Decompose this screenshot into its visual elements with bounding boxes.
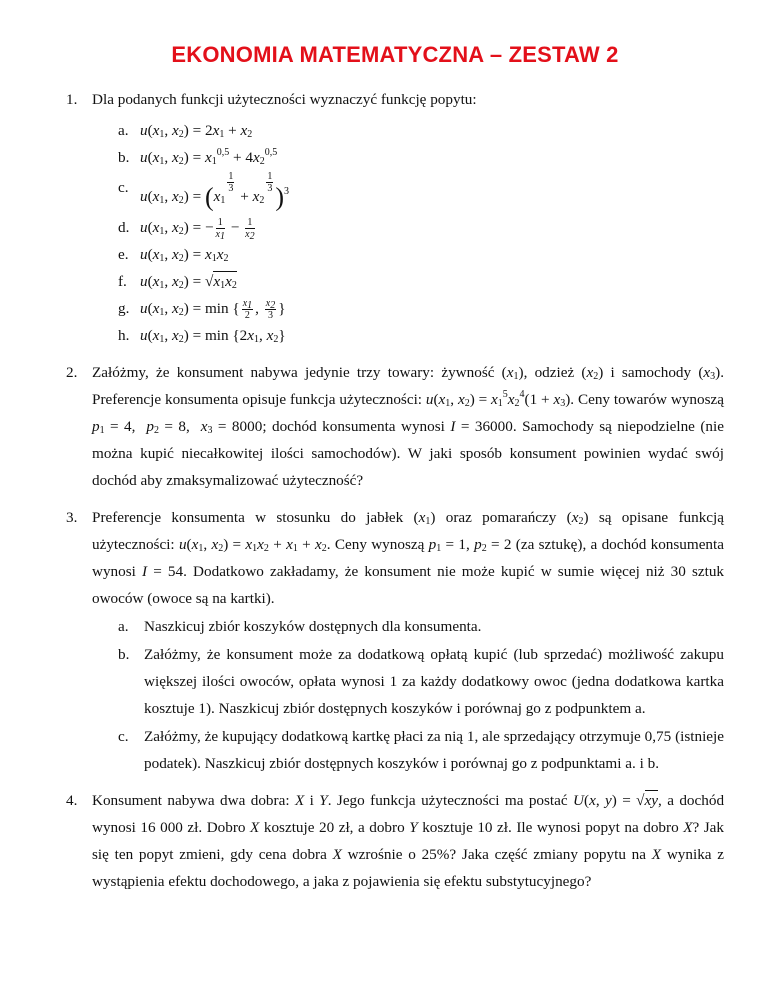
- item-label: c.: [118, 728, 129, 745]
- formula: u: [140, 327, 148, 344]
- task-number: 1.: [66, 91, 78, 108]
- task-number: 3.: [66, 509, 78, 526]
- list-item: h. $u(x_1$, $x_2) = \min \{2x_1$, $x_2$}: [118, 322, 724, 349]
- item-label: f.: [118, 273, 127, 290]
- formula: u: [140, 246, 148, 263]
- task-text: . Preferencje konsumenta opisuje funkcja użyteczności:: [92, 364, 724, 408]
- task-number: 4.: [66, 792, 78, 809]
- task-text: są opisane funkcją użyteczności:: [92, 509, 725, 553]
- item-label: e.: [118, 246, 129, 263]
- item-label: a.: [118, 618, 129, 635]
- item-label: g.: [118, 300, 130, 317]
- subtask-text: Załóżmy, że konsument może za dodatkową opłatą kupić (lub sprzedać) możliwość zakupu większej ilości owoców, opłata wynosi 1 za każdy dodatkowy owoc (jedna dodatkowa kartka kosztuje 1). Naszkicuj zbiór dostępnych koszyków i porównaj go z podpunktem a.: [144, 646, 724, 717]
- list-item: f. $u(x_1$, $x_2) = √x_1x_2$: [118, 268, 724, 295]
- list-item: a. $u(x_1$, $x_2) = 2x_1 + x_2$: [118, 117, 724, 144]
- task-list: [66, 86, 724, 895]
- task-text: (za sztukę), a dochód konsumenta wynosi: [92, 536, 724, 580]
- task-text: ? Jak się ten popyt zmieni, gdy cena dobra: [92, 819, 725, 863]
- task-text: kosztuje 10 zł. Ile wynosi popyt na dobro: [417, 819, 679, 836]
- task-text: kosztuje 20 zł, a dobro: [259, 819, 405, 836]
- subtask-list: [92, 613, 724, 777]
- task-text: i: [304, 792, 314, 809]
- formula: u: [140, 149, 148, 166]
- task-number: 2.: [66, 364, 78, 381]
- task-3: 3. Preferencje konsumenta w stosunku do jabłek $(x_1)$ oraz pomarańczy $(x_2)$ są opisane funkcją użyteczności: $u(x_1$, $x_2) = x_1x_2 + x_1 + x_2$. Ceny wynoszą $p_1 = 1$, $p_2 = 2$ (za sztukę), a dochód konsumenta wynosi I = 54. Dodatkowo zakładamy, że konsument nie może kupić w sumie więcej niż 30 sztuk owoców (owoce są na kartki). a. Naszkicuj zbiór koszyków dostępnych dla konsumenta. b. Załóżmy, że konsument może za dodatkową opłatą kupić (lub sprzedać) możliwość zakupu większej ilości owoców, opłata wynosi 1 za każdy dodatkowy owoc (jedna dodatkowa kartka kosztuje 1). Naszkicuj zbiór dostępnych koszyków i porównaj go z podpunktem a. c. Załóżmy, że kupujący dodatkową kartkę płaci za nią 1, ale sprzedający otrzymuje 0,75 (istnieje podatek). Naszkicuj zbiór dostępnych koszyków i porównaj go z podpunktami a. i b.: [66, 504, 724, 777]
- list-item: d. $u(x_1$, $x_2$) = − $\frac{1}{x_1}$ − $\frac{1}{x_2}$: [118, 214, 724, 241]
- list-item: c. $u(x_1$, $x_2) = (x_1$ $\frac{1}{3}$ + $x_2$ $\frac{1}{3}$ )$^3$: [118, 171, 289, 212]
- document-title: EKONOMIA MATEMATYCZNA – ZESTAW 2: [171, 42, 619, 67]
- formula: u: [140, 188, 148, 205]
- task-text: ; dochód konsumenta wynosi: [262, 418, 445, 435]
- formula: u: [140, 122, 148, 139]
- item-label: c.: [118, 179, 129, 196]
- list-item: [118, 723, 724, 777]
- task-4: 4. Konsument nabywa dwa dobra: X i Y. Jego funkcja użyteczności ma postać U(x, y) = √xy, a dochód wynosi 16 000 zł. Dobro X kosztuje 20 zł, a dobro Y kosztuje 10 zł. Ile wynosi popyt na dobro X? Jak się ten popyt zmieni, gdy cena dobra X wzrośnie o 25%? Jaka część zmiany popytu na X wynika z wystąpienia efektu dochodowego, a jaka z pojawienia się efektu substytucyjnego?: [66, 787, 724, 895]
- task-text: , odzież: [523, 364, 575, 381]
- formula: u: [140, 300, 148, 317]
- formula: u: [140, 219, 148, 236]
- item-label: h.: [118, 327, 130, 344]
- list-item: e. $u(x_1$, $x_2) = x_1x_2$: [118, 241, 724, 268]
- task-text: . Samochody są niepodzielne (nie można kupić niecałkowitej ilości samochodów). W jaki sposób konsument powinien wydać swój dochód aby zmaksymalizować użyteczność?: [92, 418, 724, 489]
- list-item: g. $u(x_1$, $x_2) = \min$ { $\frac{x_1}{2}$ , $\frac{x_2}{3}$ }: [118, 295, 724, 322]
- task-text: i samochody: [603, 364, 692, 381]
- task-text: . Ceny wynoszą: [326, 536, 425, 553]
- item-label: b.: [118, 646, 130, 663]
- task-text: . Jego funkcja użyteczności ma postać: [327, 792, 568, 809]
- task-text: oraz pomarańczy: [435, 509, 557, 526]
- task-text: Dla podanych funkcji użyteczności wyznaczyć funkcję popytu:: [92, 91, 477, 108]
- item-label: a.: [118, 122, 129, 139]
- task-text: wynika z wystąpienia efektu dochodowego, a jaka z pojawienia się efektu substytucyjnego?: [92, 846, 725, 890]
- list-item: b. $u(x_1$, $x_2) = x_1^{0,5} + 4x_2^{0,5}$: [118, 144, 724, 171]
- formula: u: [140, 273, 148, 290]
- item-label: b.: [118, 149, 130, 166]
- task-text: , a dochód wynosi 16 000 zł. Dobro: [92, 792, 725, 836]
- subtask-text: Naszkicuj zbiór koszyków dostępnych dla konsumenta.: [144, 618, 482, 635]
- task-text: wzrośnie o 25%? Jaka część zmiany popytu na: [341, 846, 647, 863]
- subtask-text: Załóżmy, że kupujący dodatkową kartkę płaci za nią 1, ale sprzedający otrzymuje 0,75 (istnieje podatek). Naszkicuj zbiór dostępnych koszyków i porównaj go z podpunktami a. i b.: [144, 728, 724, 772]
- item-label: d.: [118, 219, 130, 236]
- task-1: [66, 86, 724, 349]
- list-item: [118, 641, 724, 722]
- task-text: . Dodatkowo zakładamy, że konsument nie może kupić w sumie więcej niż 30 sztuk owoców (owoce są na kartki).: [92, 563, 725, 607]
- utility-function-list: [92, 117, 724, 349]
- task-text: . Ceny towarów wynoszą: [570, 391, 725, 408]
- task-2: 2. Załóżmy, że konsument nabywa jedynie trzy towary: żywność $(x_1)$, odzież $(x_2)$ i samochody $(x_3)$. Preferencje konsumenta opisuje funkcja użyteczności: $u(x_1$, $x_2) = x_1^5x_2^4(1 + x_3)$. Ceny towarów wynoszą $p_1 = 4$, $p_2 = 8$, $x_3 = 8000$; dochód konsumenta wynosi I = 36000. Samochody są niepodzielne (nie można kupić niecałkowitej ilości samochodów). W jaki sposób konsument powinien wydać swój dochód aby zmaksymalizować użyteczność?: [66, 359, 724, 494]
- list-item: [118, 613, 724, 640]
- task-text: Załóżmy, że konsument nabywa jedynie trzy towary: żywność: [92, 364, 495, 381]
- task-text: Konsument nabywa dwa dobra:: [92, 792, 290, 809]
- task-text: Preferencje konsumenta w stosunku do jabłek: [92, 509, 404, 526]
